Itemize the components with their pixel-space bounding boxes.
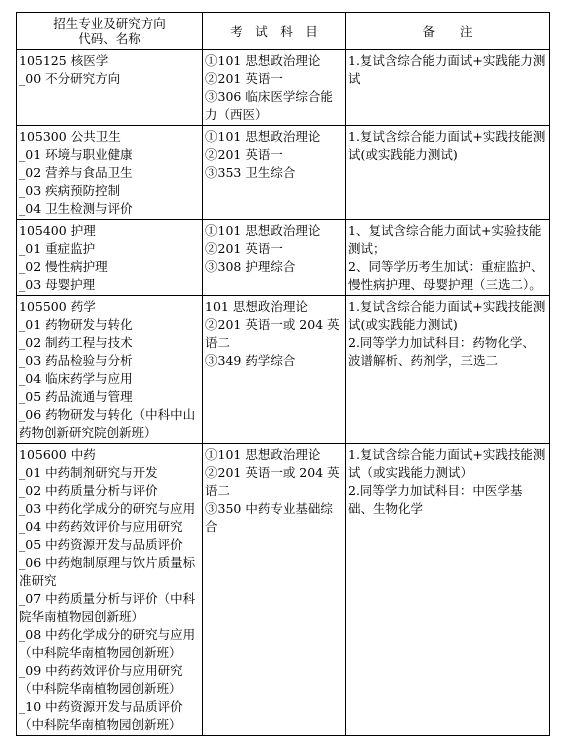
major-line: 105300 公共卫生 [19, 129, 121, 144]
major-line: _10 中药资源开发与品质评价（中科院华南植物园创新班） [19, 699, 183, 732]
table-row [17, 296, 550, 444]
cell-note [346, 220, 550, 296]
cell-note [346, 296, 550, 444]
major-line: _08 中药化学成分的研究与应用（中科院华南植物园创新班） [19, 627, 196, 660]
cell-major [17, 296, 203, 444]
major-line: 105125 核医学 [19, 53, 109, 68]
exam-line: 101 思想政治理论 [205, 299, 308, 314]
major-line: 105400 护理 [19, 223, 96, 238]
cell-major [17, 444, 203, 736]
header-row [17, 13, 550, 50]
header-major-line2: 代码、名称 [78, 31, 141, 46]
cell-note [346, 444, 550, 736]
major-line: _02 制药工程与技术 [19, 335, 133, 350]
cell-major [17, 220, 203, 296]
major-line: _01 重症监护 [19, 241, 96, 256]
major-line: _01 药物研发与转化 [19, 317, 133, 332]
exam-line: ②201 英语一 [205, 147, 283, 162]
major-line: 105500 药学 [19, 299, 96, 314]
exam-line: ③306 临床医学综合能力（西医） [205, 89, 333, 122]
major-line: _02 营养与食品卫生 [19, 165, 133, 180]
cell-note [346, 126, 550, 220]
exam-line: ①101 思想政治理论 [205, 129, 321, 144]
cell-note [346, 50, 550, 126]
note-line: 2.同等学力加试科目：中医学基础、生物化学 [348, 483, 523, 516]
major-line: _04 卫生检测与评价 [19, 201, 133, 216]
major-line: _03 中药化学成分的研究与应用 [19, 501, 196, 516]
major-line: _03 药品检验与分析 [19, 353, 133, 368]
major-line: _03 疾病预防控制 [19, 183, 121, 198]
cell-exam [203, 296, 346, 444]
note-line: 1.复试含综合能力面试+实践技能测试（或实践能力测试） [348, 447, 546, 480]
major-line: _05 中药资源开发与品质评价 [19, 537, 183, 552]
major-line: _06 中药炮制原理与饮片质量标准研究 [19, 555, 196, 588]
header-exams: 考 试 科 目 [203, 13, 346, 50]
exam-line: ①101 思想政治理论 [205, 223, 321, 238]
table-row [17, 220, 550, 296]
cell-major [17, 50, 203, 126]
cell-exam [203, 220, 346, 296]
major-line: _01 环境与职业健康 [19, 147, 133, 162]
exam-line: ③349 药学综合 [205, 353, 296, 368]
note-line: 1、复试含综合能力面试+实验技能测试； [348, 223, 542, 256]
major-line: _07 中药质量分析与评价（中科院华南植物园创新班） [19, 591, 196, 624]
major-line: _04 临床药学与应用 [19, 371, 133, 386]
table-row [17, 126, 550, 220]
table-row [17, 444, 550, 736]
table-body [17, 50, 550, 736]
major-line: _03 母婴护理 [19, 277, 96, 292]
header-notes: 备 注 [346, 13, 550, 50]
header-major-line1: 招生专业及研究方向 [53, 16, 166, 31]
note-line: 1.复试含综合能力面试+实践技能测试(或实践能力测试) [348, 129, 546, 162]
admissions-table [16, 12, 550, 736]
cell-exam [203, 126, 346, 220]
major-line: 105600 中药 [19, 447, 96, 462]
major-line: _05 药品流通与管理 [19, 389, 133, 404]
cell-major [17, 126, 203, 220]
major-line: _00 不分研究方向 [19, 71, 121, 86]
note-line: 1.复试含综合能力面试+实践技能测试(或实践能力测试) [348, 299, 546, 332]
header-major [17, 13, 203, 50]
table-row [17, 50, 550, 126]
major-line: _04 中药药效评价与应用研究 [19, 519, 183, 534]
exam-line: ③308 护理综合 [205, 259, 296, 274]
exam-line: ②201 英语一 [205, 71, 283, 86]
exam-line: ③350 中药专业基础综合 [205, 501, 333, 534]
major-line: _09 中药药效评价与应用研究（中科院华南植物园创新班） [19, 663, 183, 696]
cell-exam [203, 50, 346, 126]
major-line: _02 中药质量分析与评价 [19, 483, 158, 498]
note-line: 1.复试含综合能力面试+实践能力测试 [348, 53, 546, 86]
exam-line: ①101 思想政治理论 [205, 53, 321, 68]
exam-line: ②201 英语一或 204 英语二 [205, 465, 340, 498]
note-line: 2、同等学历考生加试：重症监护、慢性病护理、母婴护理（三选二）。 [348, 259, 544, 292]
major-line: _01 中药制剂研究与开发 [19, 465, 158, 480]
cell-exam [203, 444, 346, 736]
major-line: _06 药物研发与转化（中科中山药物创新研究院创新班） [19, 407, 196, 440]
note-line: 2.同等学力加试科目：药物化学、波谱解析、药剂学，三选二 [348, 335, 535, 368]
exam-line: ②201 英语一或 204 英语二 [205, 317, 340, 350]
major-line: _02 慢性病护理 [19, 259, 108, 274]
exam-line: ②201 英语一 [205, 241, 283, 256]
exam-line: ①101 思想政治理论 [205, 447, 321, 462]
exam-line: ③353 卫生综合 [205, 165, 296, 180]
